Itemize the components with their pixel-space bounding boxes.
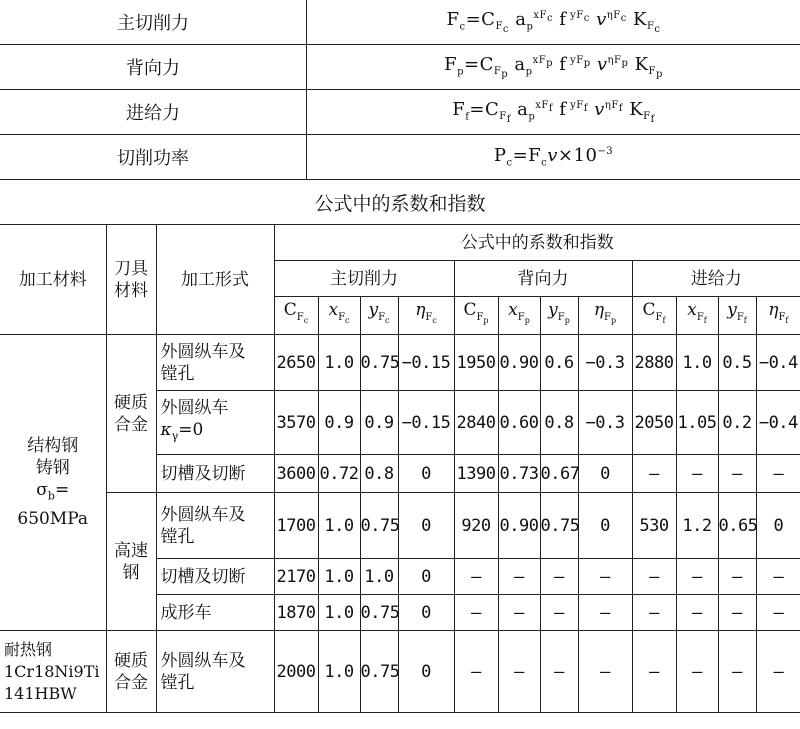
- value-cell: 1.0: [318, 631, 360, 713]
- coefficient-table: [0, 224, 800, 713]
- tool-hss: 高速 钢: [106, 493, 156, 631]
- header-group-main: 主切削力: [274, 261, 454, 297]
- value-cell: 1.0: [318, 559, 360, 595]
- value-cell: —: [718, 559, 756, 595]
- material-structural-steel: [0, 335, 106, 631]
- value-cell: −0.3: [578, 335, 632, 391]
- header-form: 加工形式: [156, 225, 274, 335]
- value-cell: 0.75: [360, 335, 398, 391]
- value-cell: —: [498, 631, 540, 713]
- material-line: 650MPa: [17, 508, 89, 529]
- formula-label: 切削功率: [0, 135, 307, 180]
- form-cell: 外圆纵车 $\kappa_\gamma=0$: [156, 391, 274, 455]
- value-cell: 1870: [274, 595, 318, 631]
- header-group-back: 背向力: [454, 261, 632, 297]
- value-cell: 0.72: [318, 455, 360, 493]
- header-tool: 刀具材料: [106, 225, 156, 335]
- value-cell: —: [498, 559, 540, 595]
- value-cell: 0.9: [318, 391, 360, 455]
- value-cell: 0.9: [360, 391, 398, 455]
- value-cell: —: [718, 631, 756, 713]
- value-cell: —: [498, 595, 540, 631]
- value-cell: 1950: [454, 335, 498, 391]
- value-cell: 920: [454, 493, 498, 559]
- value-cell: 0.75: [360, 595, 398, 631]
- value-cell: —: [718, 455, 756, 493]
- value-cell: —: [454, 631, 498, 713]
- value-cell: 2880: [632, 335, 676, 391]
- formula-row: [0, 0, 800, 45]
- formula-row: [0, 90, 800, 135]
- value-cell: 2650: [274, 335, 318, 391]
- table-row: [0, 493, 800, 559]
- value-cell: 0.90: [498, 493, 540, 559]
- formula-row: [0, 135, 800, 180]
- value-cell: 0: [578, 493, 632, 559]
- value-cell: —: [632, 455, 676, 493]
- header-symbol: $C_{F_c}$: [274, 297, 318, 335]
- material-line: $\sigma_b=$: [36, 480, 70, 503]
- value-cell: −0.15: [398, 335, 454, 391]
- value-cell: −0.15: [398, 391, 454, 455]
- value-cell: 0.5: [718, 335, 756, 391]
- value-cell: 0: [398, 559, 454, 595]
- value-cell: 0: [398, 595, 454, 631]
- value-cell: —: [454, 559, 498, 595]
- formula-power: $P_c=F_cv\times 10^{-3}$: [307, 135, 800, 180]
- value-cell: —: [756, 595, 800, 631]
- value-cell: 0.75: [540, 493, 578, 559]
- header-material: 加工材料: [0, 225, 106, 335]
- value-cell: 1.0: [318, 335, 360, 391]
- value-cell: 1.0: [318, 595, 360, 631]
- header-symbol: $y_{F_c}$: [360, 297, 398, 335]
- header-group-feed: 进给力: [632, 261, 800, 297]
- table-caption: 公式中的系数和指数: [314, 193, 486, 215]
- header-symbol: $\eta_{F_c}$: [398, 297, 454, 335]
- formula-label: 主切削力: [0, 0, 307, 45]
- value-cell: —: [676, 455, 718, 493]
- value-cell: −0.3: [578, 391, 632, 455]
- value-cell: 0.8: [360, 455, 398, 493]
- tool-carbide: 硬质 合金: [106, 631, 156, 713]
- form-cell: 切槽及切断: [156, 455, 274, 493]
- formula-back-force: $F_p=C_{F_p}$ $a_p^{xF_p}$ f $^{yF_p}$ $v^{\eta F_p}$ $K_{F_p}$: [307, 45, 800, 90]
- value-cell: 3600: [274, 455, 318, 493]
- value-cell: 0.2: [718, 391, 756, 455]
- value-cell: 1.0: [318, 493, 360, 559]
- table-row: [0, 335, 800, 391]
- formula-label: 背向力: [0, 45, 307, 90]
- value-cell: 2050: [632, 391, 676, 455]
- value-cell: —: [676, 595, 718, 631]
- value-cell: —: [632, 559, 676, 595]
- value-cell: −0.4: [756, 335, 800, 391]
- header-symbol: $\eta_{F_p}$: [578, 297, 632, 335]
- value-cell: −0.4: [756, 391, 800, 455]
- material-line: 结构钢: [27, 436, 79, 457]
- header-coefficients: 公式中的系数和指数: [274, 225, 800, 261]
- value-cell: 0: [398, 455, 454, 493]
- value-cell: 0.65: [718, 493, 756, 559]
- value-cell: 1.0: [360, 559, 398, 595]
- value-cell: 1390: [454, 455, 498, 493]
- value-cell: 0.67: [540, 455, 578, 493]
- material-line: 铸钢: [35, 458, 70, 479]
- header-symbol: $\eta_{F_f}$: [756, 297, 800, 335]
- value-cell: —: [676, 631, 718, 713]
- value-cell: 0.75: [360, 493, 398, 559]
- formula-table: [0, 0, 800, 180]
- value-cell: 1.05: [676, 391, 718, 455]
- value-cell: 2000: [274, 631, 318, 713]
- header-symbol: $x_{F_f}$: [676, 297, 718, 335]
- value-cell: —: [540, 631, 578, 713]
- form-cell: 切槽及切断: [156, 559, 274, 595]
- header-symbol: $y_{F_f}$: [718, 297, 756, 335]
- value-cell: 1.2: [676, 493, 718, 559]
- table-row: [0, 631, 800, 713]
- value-cell: 530: [632, 493, 676, 559]
- value-cell: 0: [398, 493, 454, 559]
- header-symbol: $C_{F_f}$: [632, 297, 676, 335]
- value-cell: 0.6: [540, 335, 578, 391]
- value-cell: 0: [398, 631, 454, 713]
- value-cell: —: [756, 559, 800, 595]
- value-cell: 0: [756, 493, 800, 559]
- value-cell: 0.8: [540, 391, 578, 455]
- value-cell: 3570: [274, 391, 318, 455]
- form-cell: 外圆纵车及 镗孔: [156, 493, 274, 559]
- value-cell: —: [718, 595, 756, 631]
- value-cell: —: [676, 559, 718, 595]
- value-cell: —: [756, 631, 800, 713]
- material-heat-resistant-steel: 耐热钢 1Cr18Ni9Ti 141HBW: [0, 631, 106, 713]
- value-cell: 1.0: [676, 335, 718, 391]
- value-cell: —: [454, 595, 498, 631]
- tool-carbide: 硬质 合金: [106, 335, 156, 493]
- value-cell: —: [632, 631, 676, 713]
- value-cell: —: [578, 559, 632, 595]
- value-cell: —: [578, 595, 632, 631]
- value-cell: 0.90: [498, 335, 540, 391]
- value-cell: —: [540, 595, 578, 631]
- header-symbol: $x_{F_p}$: [498, 297, 540, 335]
- value-cell: 0.60: [498, 391, 540, 455]
- value-cell: —: [756, 455, 800, 493]
- value-cell: 2170: [274, 559, 318, 595]
- value-cell: —: [632, 595, 676, 631]
- value-cell: 0.73: [498, 455, 540, 493]
- form-cell: 外圆纵车及 镗孔: [156, 631, 274, 713]
- value-cell: 0: [578, 455, 632, 493]
- value-cell: —: [540, 559, 578, 595]
- formula-main-cutting-force: $F_c=C_{F_c}$ $a_p^{xF_c}$ f $^{yF_c}$ $v^{\eta F_c}$ $K_{F_c}$: [307, 0, 800, 45]
- value-cell: 1700: [274, 493, 318, 559]
- value-cell: 2840: [454, 391, 498, 455]
- value-cell: 0.75: [360, 631, 398, 713]
- form-cell: 外圆纵车及 镗孔: [156, 335, 274, 391]
- form-cell: 成形车: [156, 595, 274, 631]
- header-row: [0, 225, 800, 261]
- formula-row: [0, 45, 800, 90]
- header-symbol: $x_{F_c}$: [318, 297, 360, 335]
- formula-label: 进给力: [0, 90, 307, 135]
- value-cell: —: [578, 631, 632, 713]
- header-symbol: $y_{F_p}$: [540, 297, 578, 335]
- formula-feed-force: $F_f=C_{F_f}$ $a_p^{xF_f}$ f $^{yF_f}$ $v^{\eta F_f}$ $K_{F_f}$: [307, 90, 800, 135]
- header-symbol: $C_{F_p}$: [454, 297, 498, 335]
